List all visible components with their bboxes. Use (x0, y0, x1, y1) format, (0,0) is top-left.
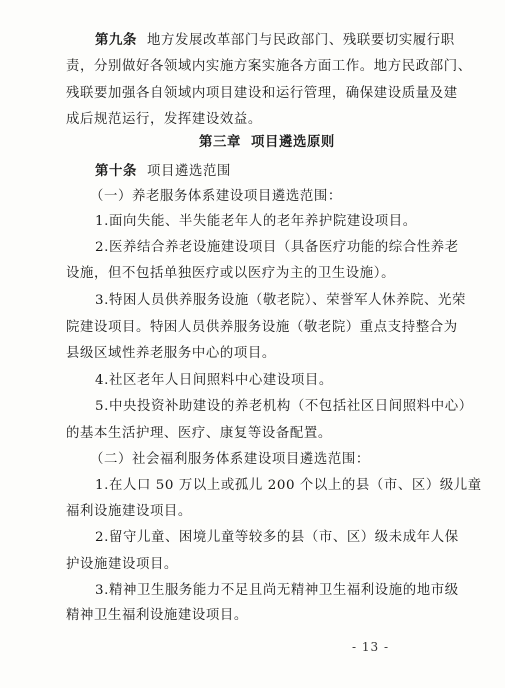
article-9-line-2: 责，分别做好各领域内实施方案实施各方面工作。地方民政部门、 (66, 59, 472, 74)
article-9-line-1 (95, 32, 455, 49)
article-9-text: 地方发展改革部门与民政部门、残联要切实履行职 (146, 33, 455, 48)
item-1-3-line-1: 3.特困人员供养服务设施（敬老院）、荣誉军人休养院、光荣 (95, 293, 467, 308)
section-2-heading: （二）社会福利服务体系建设项目遴选范围： (90, 452, 370, 467)
chapter-3-title: 项目遴选原则 (250, 134, 335, 150)
section-1-heading: （一）养老服务体系建设项目遴选范围： (90, 189, 342, 204)
item-1-3-line-2: 院建设项目。特困人员供养服务设施（敬老院）重点支持整合为 (66, 320, 458, 335)
item-2-3-line-1: 3.精神卫生服务能力不足且尚无精神卫生福利设施的地市级 (95, 583, 459, 598)
page-number: - 13 - (352, 640, 390, 654)
article-10-title: 项目遴选范围 (146, 164, 231, 179)
item-1-1-line-1: 1.面向失能、半失能老年人的老年养护院建设项目。 (95, 214, 417, 229)
article-9-label: 第九条 (95, 32, 137, 48)
item-1-2-line-1: 2.医养结合养老设施建设项目（具备医疗功能的综合性养老 (95, 240, 459, 255)
item-1-3-line-3: 县级区域性养老服务中心的项目。 (66, 346, 276, 361)
item-1-5-line-2: 的基本生活护理、医疗、康复等设备配置。 (66, 426, 332, 441)
article-10-heading (95, 163, 231, 180)
article-10-label: 第十条 (95, 163, 137, 179)
article-9-line-3: 残联要加强各自领域内项目建设和运行管理，确保建设质量及建 (66, 86, 458, 101)
item-1-4-line-1: 4.社区老年人日间照料中心建设项目。 (95, 373, 333, 388)
item-2-1-line-1: 1.在人口 50 万以上或孤儿 200 个以上的县（市、区）级儿童 (95, 478, 482, 493)
article-9-line-4: 成后规范运行，发挥建设效益。 (66, 112, 262, 127)
item-2-3-line-2: 精神卫生福利设施建设项目。 (66, 608, 248, 623)
chapter-3-label: 第三章 (199, 134, 241, 150)
item-1-2-line-2: 设施，但不包括单独医疗或以医疗为主的卫生设施）。 (66, 266, 396, 281)
item-2-2-line-2: 护设施建设项目。 (66, 557, 178, 572)
item-1-5-line-1: 5.中央投资补助建设的养老机构（不包括社区日间照料中心） (95, 399, 473, 414)
chapter-3-heading (199, 134, 335, 151)
item-2-1-line-2: 福利设施建设项目。 (66, 504, 192, 519)
item-2-2-line-1: 2.留守儿童、困境儿童等较多的县（市、区）级未成年人保 (95, 530, 459, 545)
